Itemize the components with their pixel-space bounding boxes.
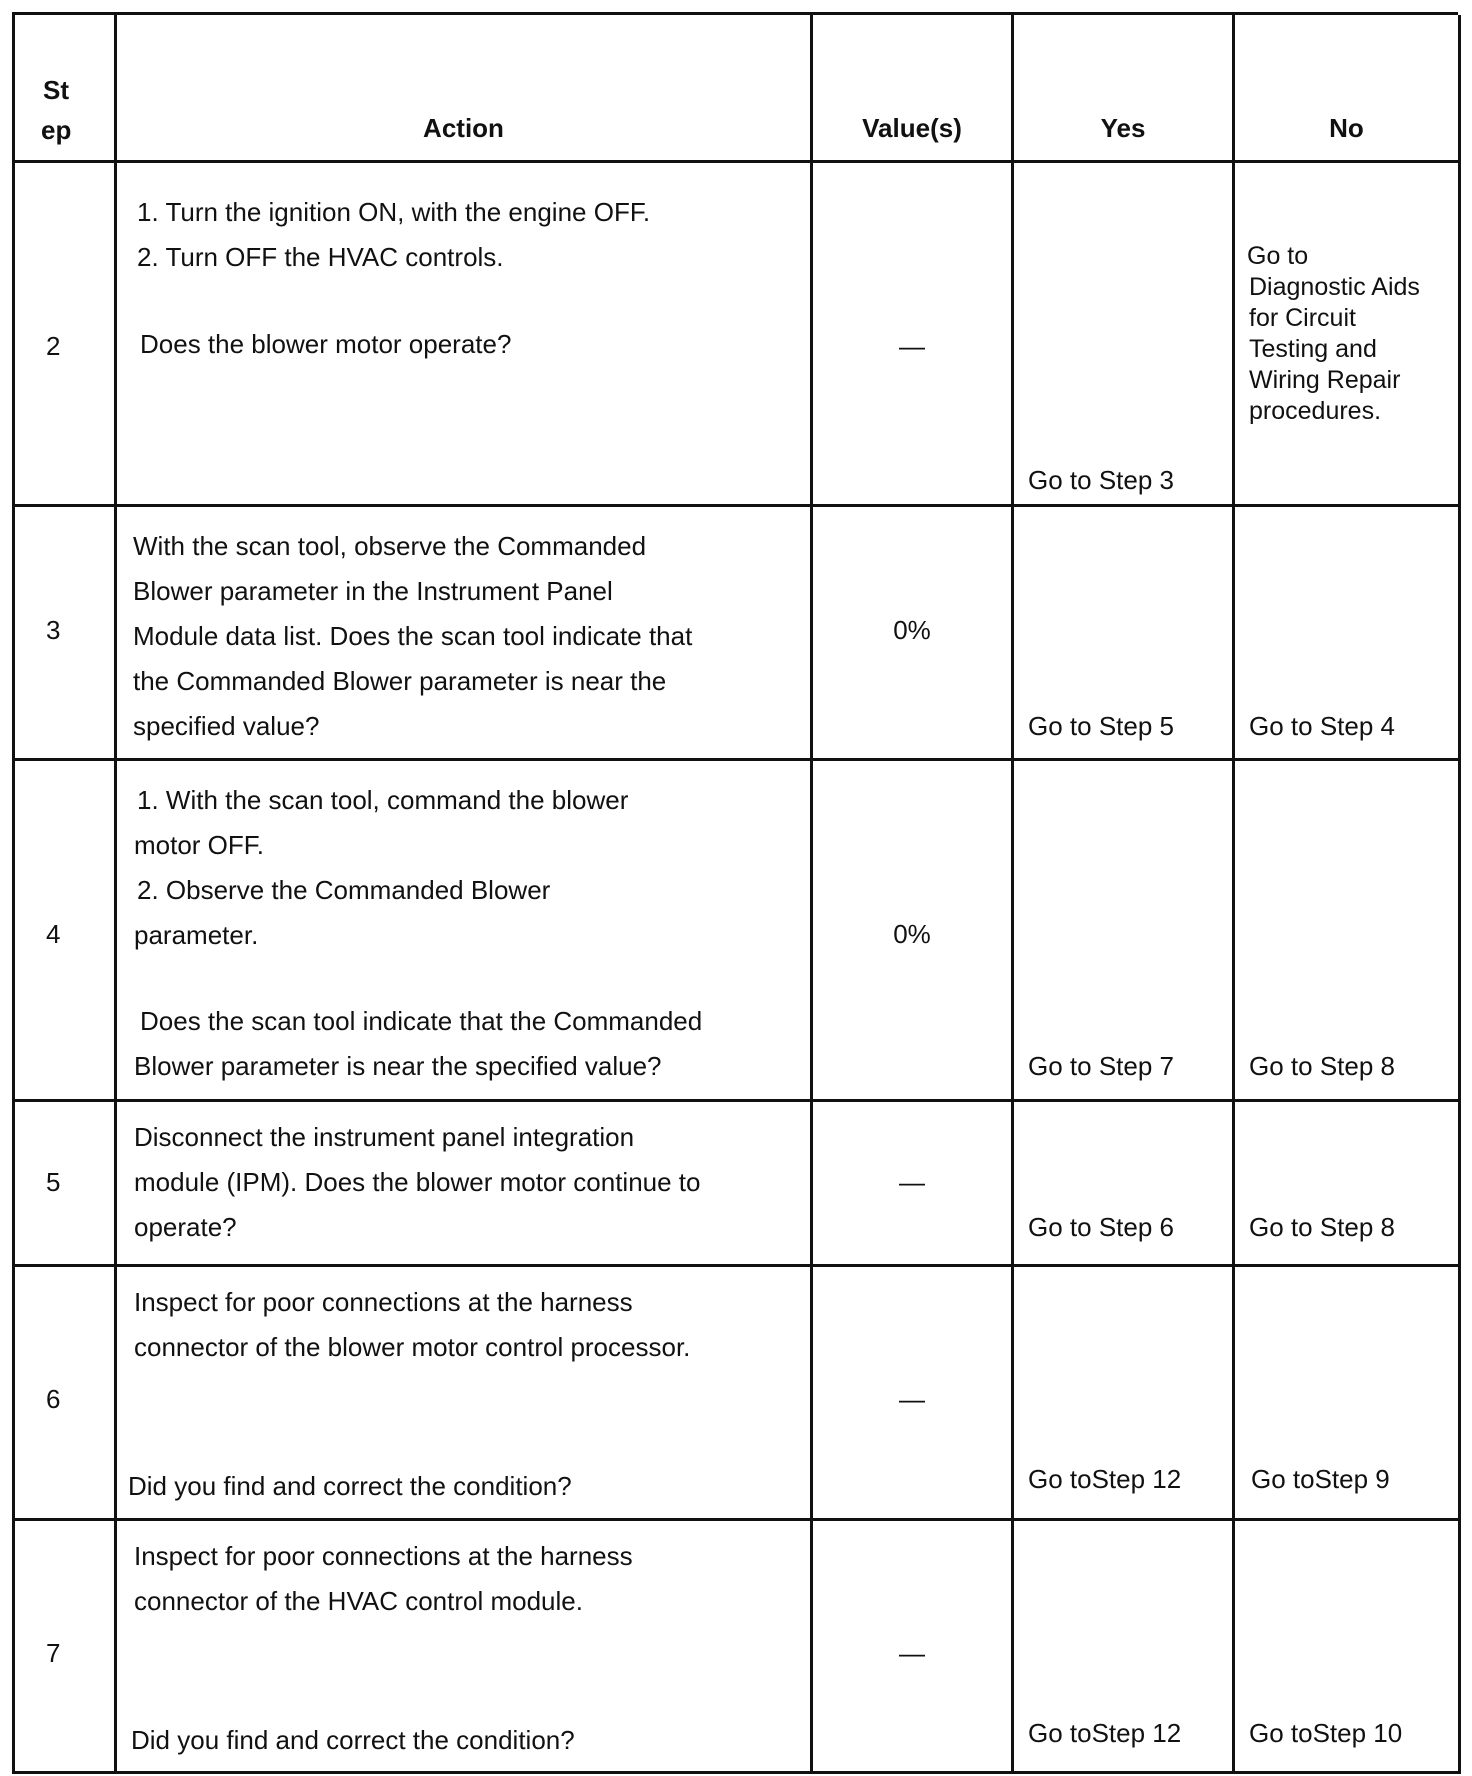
- header-step-line2: ep: [41, 115, 72, 145]
- yes-cell-step-7: [1014, 1521, 1235, 1774]
- step-number: 6: [46, 1384, 61, 1414]
- yes-link[interactable]: Go to Step 6: [1028, 1212, 1174, 1242]
- action-line: parameter.: [134, 920, 259, 950]
- value-text: —: [899, 1384, 925, 1414]
- action-line: module (IPM). Does the blower motor continue to: [134, 1167, 701, 1197]
- action-cell-step-7: [117, 1521, 813, 1774]
- value-cell-step-3: [813, 507, 1014, 761]
- action-line: Inspect for poor connections at the harness: [134, 1287, 633, 1317]
- action-line: motor OFF.: [134, 830, 265, 860]
- no-link-line[interactable]: procedures.: [1249, 397, 1382, 425]
- value-cell-step-6: [813, 1267, 1014, 1521]
- header-yes-cell: [1014, 15, 1235, 163]
- no-cell-step-4: [1235, 761, 1461, 1102]
- action-line: Did you find and correct the condition?: [128, 1471, 572, 1501]
- yes-cell-step-4: [1014, 761, 1235, 1102]
- header-no: No: [1329, 113, 1364, 143]
- yes-cell-step-5: [1014, 1102, 1235, 1267]
- action-cell-step-4: [117, 761, 813, 1102]
- action-line: connector of the blower motor control processor.: [134, 1332, 691, 1362]
- value-text: —: [899, 1167, 925, 1197]
- action-line: the Commanded Blower parameter is near the: [133, 666, 667, 696]
- no-link-line[interactable]: Go to: [1247, 242, 1309, 270]
- no-link-line[interactable]: Testing and: [1249, 335, 1377, 363]
- value-cell-step-5: [813, 1102, 1014, 1267]
- action-line: With the scan tool, observe the Commanded: [133, 531, 647, 561]
- table-row-step-6: [15, 1267, 117, 1521]
- no-cell-step-5: [1235, 1102, 1461, 1267]
- header-action: Action: [423, 113, 504, 143]
- yes-link[interactable]: Go to Step 5: [1028, 711, 1174, 741]
- diagnostic-table: [12, 12, 1458, 1774]
- action-line: Blower parameter is near the specified value?: [134, 1051, 662, 1081]
- step-number: 3: [46, 615, 61, 645]
- table-row-step-5: [15, 1102, 117, 1267]
- value-cell-step-2: [813, 163, 1014, 507]
- action-line: Blower parameter in the Instrument Panel: [133, 576, 613, 606]
- action-cell-step-3: [117, 507, 813, 761]
- yes-cell-step-3: [1014, 507, 1235, 761]
- action-line: Module data list. Does the scan tool indicate that: [133, 621, 693, 651]
- yes-link[interactable]: Go toStep 12: [1028, 1718, 1182, 1748]
- action-line: operate?: [134, 1212, 237, 1242]
- table-row-step-4: [15, 761, 117, 1102]
- no-cell-step-3: [1235, 507, 1461, 761]
- no-link[interactable]: Go to Step 8: [1249, 1212, 1395, 1242]
- table-row-step-7: [15, 1521, 117, 1774]
- no-link-line[interactable]: for Circuit: [1249, 304, 1356, 332]
- value-cell-step-4: [813, 761, 1014, 1102]
- step-number: 2: [46, 331, 61, 361]
- yes-link[interactable]: Go toStep 12: [1028, 1464, 1182, 1494]
- value-text: —: [899, 331, 925, 361]
- no-link[interactable]: Go toStep 9: [1251, 1464, 1390, 1494]
- step-number: 7: [46, 1638, 61, 1668]
- no-link-line[interactable]: Wiring Repair: [1249, 366, 1401, 394]
- header-values-cell: [813, 15, 1014, 163]
- no-link[interactable]: Go toStep 10: [1249, 1718, 1403, 1748]
- header-yes: Yes: [1100, 113, 1146, 143]
- header-step-line1: St: [43, 75, 69, 105]
- value-text: —: [899, 1638, 925, 1668]
- header-step-cell: [15, 15, 117, 163]
- no-link[interactable]: Go to Step 8: [1249, 1051, 1395, 1081]
- table-row-step-3: [15, 507, 117, 761]
- action-line: connector of the HVAC control module.: [134, 1586, 583, 1616]
- action-cell-step-2: [117, 163, 813, 507]
- action-line: Disconnect the instrument panel integration: [134, 1122, 635, 1152]
- value-text: 0%: [893, 615, 931, 645]
- yes-cell-step-2: [1014, 163, 1235, 507]
- yes-cell-step-6: [1014, 1267, 1235, 1521]
- table-row-step-2: [15, 163, 117, 507]
- action-line: Inspect for poor connections at the harness: [134, 1541, 633, 1571]
- action-line: 1. With the scan tool, command the blower: [137, 785, 629, 815]
- header-action-cell: [117, 15, 813, 163]
- header-values: Value(s): [862, 113, 962, 143]
- no-link[interactable]: Go to Step 4: [1249, 711, 1395, 741]
- action-line: Did you find and correct the condition?: [131, 1725, 575, 1755]
- step-number: 5: [46, 1167, 61, 1197]
- action-cell-step-5: [117, 1102, 813, 1267]
- action-line: 1. Turn the ignition ON, with the engine OFF.: [137, 197, 651, 227]
- header-no-cell: [1235, 15, 1461, 163]
- no-link-line[interactable]: Diagnostic Aids: [1249, 273, 1420, 301]
- step-number: 4: [46, 919, 61, 949]
- value-cell-step-7: [813, 1521, 1014, 1774]
- no-cell-step-7: [1235, 1521, 1461, 1774]
- action-line: Does the blower motor operate?: [140, 329, 512, 359]
- action-line: 2. Turn OFF the HVAC controls.: [137, 242, 504, 272]
- action-cell-step-6: [117, 1267, 813, 1521]
- no-cell-step-6: [1235, 1267, 1461, 1521]
- value-text: 0%: [893, 919, 931, 949]
- no-cell-step-2: [1235, 163, 1461, 507]
- action-line: 2. Observe the Commanded Blower: [137, 875, 551, 905]
- action-line: Does the scan tool indicate that the Commanded: [140, 1006, 703, 1036]
- yes-link[interactable]: Go to Step 7: [1028, 1051, 1174, 1081]
- action-line: specified value?: [133, 711, 320, 741]
- yes-link[interactable]: Go to Step 3: [1028, 465, 1174, 495]
